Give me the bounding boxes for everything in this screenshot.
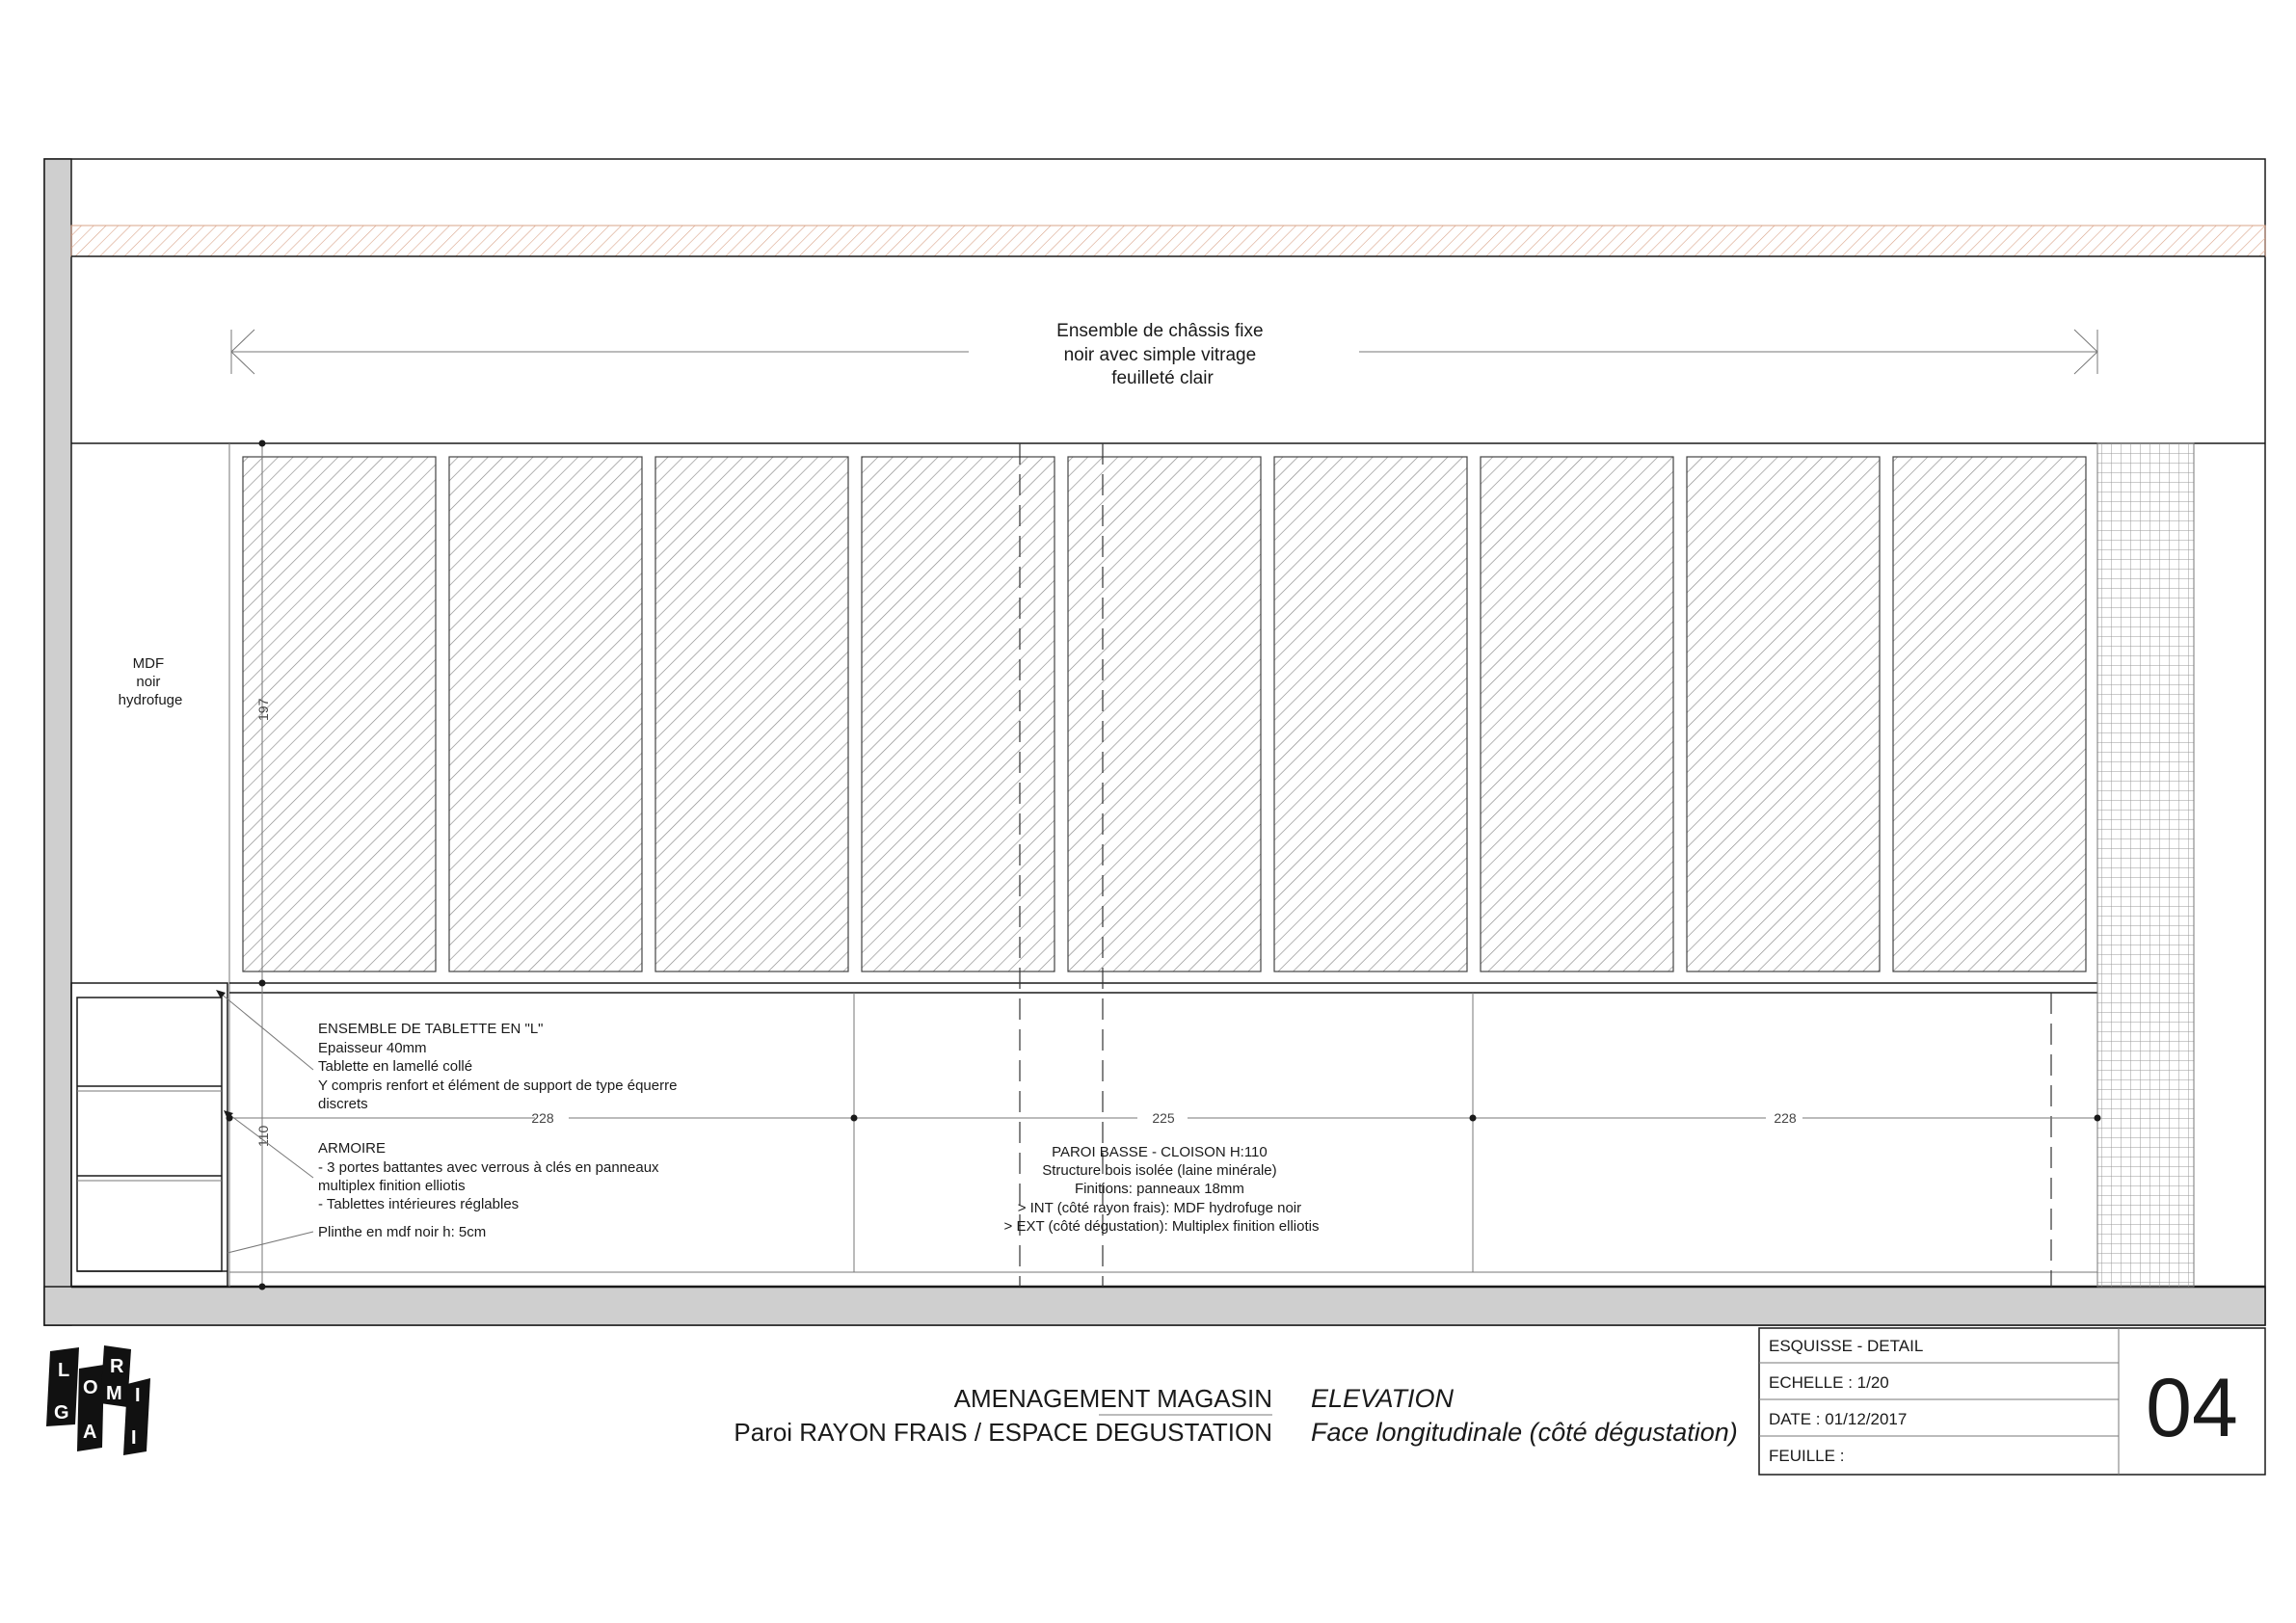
dim-width-2: 225 xyxy=(1152,1110,1175,1126)
dim-height-low: 110 xyxy=(255,1125,271,1147)
glass-panel xyxy=(1068,457,1261,971)
glass-panel xyxy=(1481,457,1673,971)
logo-letter: M xyxy=(106,1383,122,1404)
echelle-label: ECHELLE : 1/20 xyxy=(1769,1373,1889,1392)
logo-letter: I xyxy=(131,1427,137,1449)
glass-panel xyxy=(449,457,642,971)
dim-width-3: 228 xyxy=(1774,1110,1797,1126)
date-label: DATE : 01/12/2017 xyxy=(1769,1410,1908,1428)
dim-height-glass: 197 xyxy=(255,698,271,721)
glass-panel xyxy=(1687,457,1880,971)
logo-letter: A xyxy=(83,1422,97,1443)
armoire-note: ARMOIRE - 3 portes battantes avec verrous à clés en panneaux multiplex finition elliotis - Tablettes intérieures réglables xyxy=(318,1140,659,1212)
glass-panels xyxy=(243,457,2086,971)
project-subtitle: Paroi RAYON FRAIS / ESPACE DEGUSTATION xyxy=(734,1418,1272,1447)
glass-panel xyxy=(655,457,848,971)
origami-logo xyxy=(46,1345,150,1455)
armoire-cabinet xyxy=(71,983,227,1287)
logo-letter: G xyxy=(54,1402,69,1423)
plinthe-note: Plinthe en mdf noir h: 5cm xyxy=(318,1224,487,1240)
feuille-label: FEUILLE : xyxy=(1769,1447,1845,1465)
glass-panel xyxy=(1893,457,2086,971)
dim-width-1: 228 xyxy=(531,1110,554,1126)
view-subtitle: Face longitudinale (côté dégustation) xyxy=(1311,1418,1738,1447)
logo-letter: I xyxy=(135,1385,141,1406)
project-title: AMENAGEMENT MAGASIN xyxy=(953,1384,1272,1413)
leader-lines xyxy=(216,990,313,1253)
sheet-number: 04 xyxy=(2146,1362,2238,1454)
chassis-note: Ensemble de châssis fixe noir avec simple vitrage feuilleté clair xyxy=(1056,321,1264,388)
floor-band xyxy=(44,1287,2265,1325)
logo-letter: O xyxy=(83,1377,98,1398)
ceiling-beam xyxy=(71,226,2265,256)
left-wall xyxy=(44,159,71,1325)
paroi-note: PAROI BASSE - CLOISON H:110 Structure bois isolée (laine minérale) Finitions: panneaux 18mm > INT (côté rayon frais): MDF hydrofuge noir > EXT (côté dégustation): Multiplex finition elliotis xyxy=(1003,1144,1320,1235)
view-title: ELEVATION xyxy=(1311,1384,1455,1413)
esquisse-label: ESQUISSE - DETAIL xyxy=(1769,1337,1924,1355)
glass-panel xyxy=(862,457,1055,971)
tile-column xyxy=(2097,443,2194,1287)
mdf-note: MDF noir hydrofuge xyxy=(118,655,183,708)
logo-letter: R xyxy=(110,1356,124,1377)
glass-panel xyxy=(243,457,436,971)
logo-letter: L xyxy=(58,1360,70,1381)
tablette-note: ENSEMBLE DE TABLETTE EN "L" Epaisseur 40mm Tablette en lamellé collé Y compris renfort et élément de support de type équerre discrets xyxy=(318,1021,678,1112)
glass-panel xyxy=(1274,457,1467,971)
